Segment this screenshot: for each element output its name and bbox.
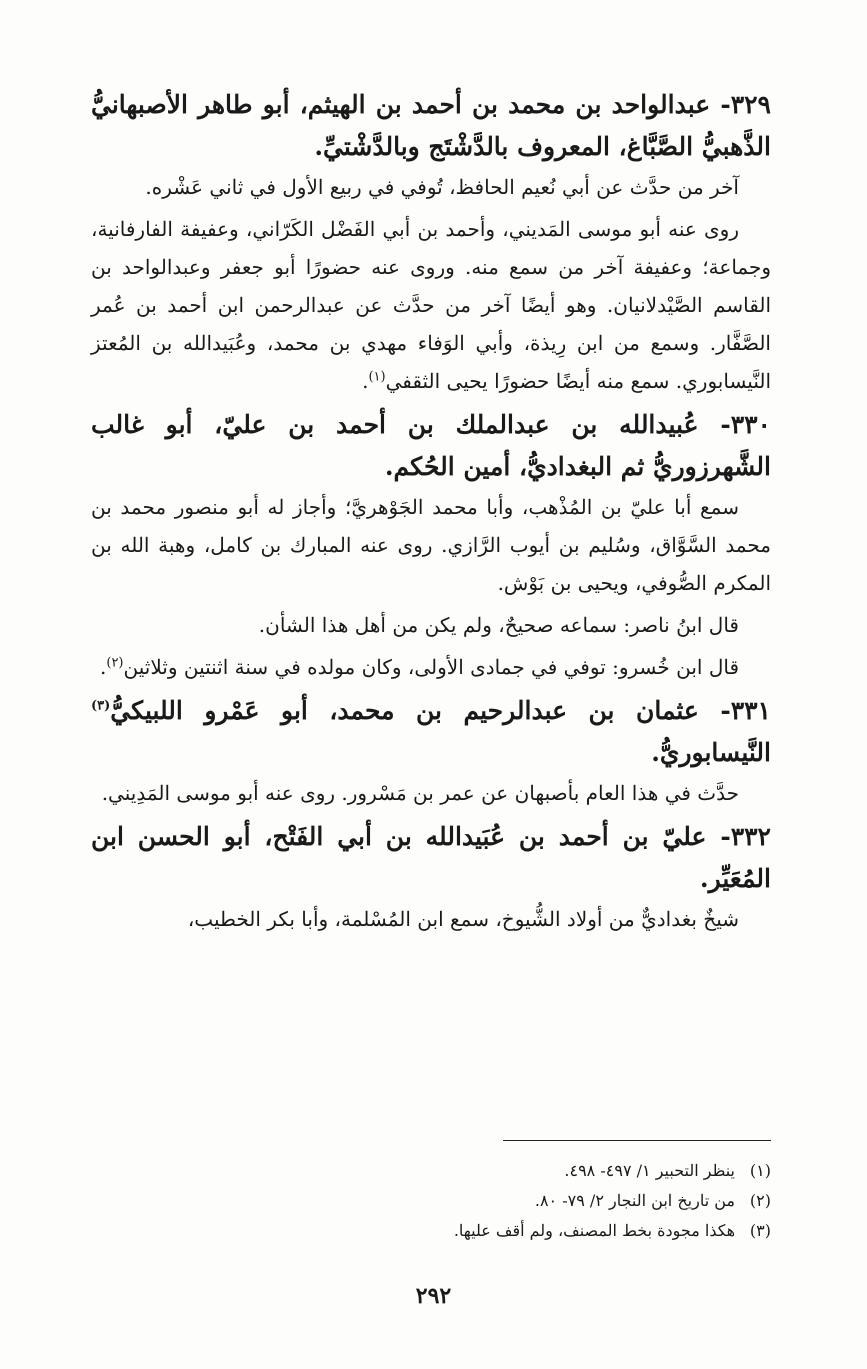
entry-331 [91, 690, 771, 812]
paragraph: قال ابنُ ناصر: سماعه صحيحٌ، ولم يكن من أهل هذا الشأن. [258, 613, 739, 637]
paragraph: قال ابن خُسرو: توفي في جمادى الأولى، وكان مولده في سنة اثنتين وثلاثين$^{(٢)}$. [100, 655, 739, 679]
footnotes [91, 1156, 771, 1246]
page-number: ٢٩٢ [415, 1283, 452, 1309]
footnote-ref[interactable]: (٣) [91, 698, 111, 714]
footnote-divider [503, 1140, 771, 1141]
entry-heading-tail: النَّيسابوريُّ. [651, 738, 771, 767]
paragraph: سمع أبا عليّ بن المُذْهب، وأبا محمد الجَوْهريَّ؛ وأجاز له أبو منصور محمد بن محمد السَّوَّاق، وسُليم بن أيوب الرَّازي. روى عنه المبارك بن كامل، وهبة الله بن المكرم الصُّوفي، ويحيى بن بَوْش. [91, 495, 771, 595]
paragraph: روى عنه أبو موسى المَديني، وأحمد بن أبي الفَضْل الكَرّاني، وعفيفة الفارفانية، وجماعة؛ وعفيفة آخر من سمع منه. وروى عنه حضورًا أبو جعفر وعبدالواحد بن القاسم الصَّيْدلانيان. وهو أيضًا آخر من حدَّث عن عبدالرحمن ابن أحمد بن عُمر الصَّفَّار. وسمع من ابن رِيذة، وأبي الوَفاء مهدي بن محمد، وعُبَيدالله بن المُعتز النَّيسابوري. سمع منه أيضًا حضورًا يحيى الثقفي$^{(١)}$. [91, 217, 771, 393]
entry-heading: ٣٣٢- عليّ بن أحمد بن عُبَيدالله بن أبي الفَتْح، أبو الحسن ابن المُعَيِّر. [91, 822, 771, 893]
entry-329 [91, 84, 771, 400]
footnote-ref[interactable]: (١) [368, 369, 386, 385]
footnote-number: (٢) [749, 1191, 771, 1210]
paragraph-text: قال ابن خُسرو: توفي في جمادى الأولى، وكان مولده في سنة اثنتين وثلاثين [123, 655, 739, 679]
footnote-item [91, 1156, 771, 1186]
footnote-number: (٣) [749, 1221, 771, 1240]
footnote-text: من تاريخ ابن النجار ٢/ ٧٩- ٨٠. [534, 1191, 735, 1210]
entry-332 [91, 816, 771, 938]
footnote-ref[interactable]: (٢) [106, 655, 124, 671]
footnote-text: هكذا مجودة بخط المصنف، ولم أقف عليها. [453, 1221, 735, 1240]
footnote-item [91, 1186, 771, 1216]
entry-heading [91, 690, 771, 774]
paragraph: حدَّث في هذا العام بأصبهان عن عمر بن مَسْرور. روى عنه أبو موسى المَدِيني. [101, 781, 739, 805]
footnote-text: ينظر التحبير ١/ ٤٩٧- ٤٩٨. [564, 1161, 735, 1180]
entry-330 [91, 404, 771, 686]
footnote-number: (١) [749, 1161, 771, 1180]
entry-heading-text: ٣٣١- عثمان بن عبدالرحيم بن محمد، أبو عَمْرو اللبيكيُّ [110, 696, 771, 725]
entry-heading: ٣٣٠- عُبيدالله بن عبدالملك بن أحمد بن عليّ، أبو غالب الشَّهرزوريُّ ثم البغداديُّ، أمين الحُكم. [91, 410, 771, 481]
paragraph: شيخٌ بغداديٌّ من أولاد الشُّيوخ، سمع ابن المُسْلمة، وأبا بكر الخطيب، [187, 907, 739, 931]
main-text [91, 84, 771, 942]
paragraph: آخر من حدَّث عن أبي نُعيم الحافظ، تُوفي في ربيع الأول في ثاني عَشْره. [145, 175, 739, 199]
entry-heading: ٣٢٩- عبدالواحد بن محمد بن أحمد بن الهيثم، أبو طاهر الأصبهانيُّ الذَّهبيُّ الصَّبَّاغ، المعروف بالدَّشْتَج وبالدَّشْتيِّ. [91, 90, 771, 161]
paragraph-text: روى عنه أبو موسى المَديني، وأحمد بن أبي الفَضْل الكَرّاني، وعفيفة الفارفانية، وجماعة؛ وعفيفة آخر من سمع منه. وروى عنه حضورًا أبو جعفر وعبدالواحد بن القاسم الصَّيْدلانيان. وهو أيضًا آخر من حدَّث عن عبدالرحمن ابن أحمد بن عُمر الصَّفَّار. وسمع من ابن رِيذة، وأبي الوَفاء مهدي بن محمد، وعُبَيدالله بن المُعتز النَّيسابوري. سمع منه أيضًا حضورًا يحيى الثقفي [91, 217, 771, 393]
footnote-item [91, 1216, 771, 1246]
